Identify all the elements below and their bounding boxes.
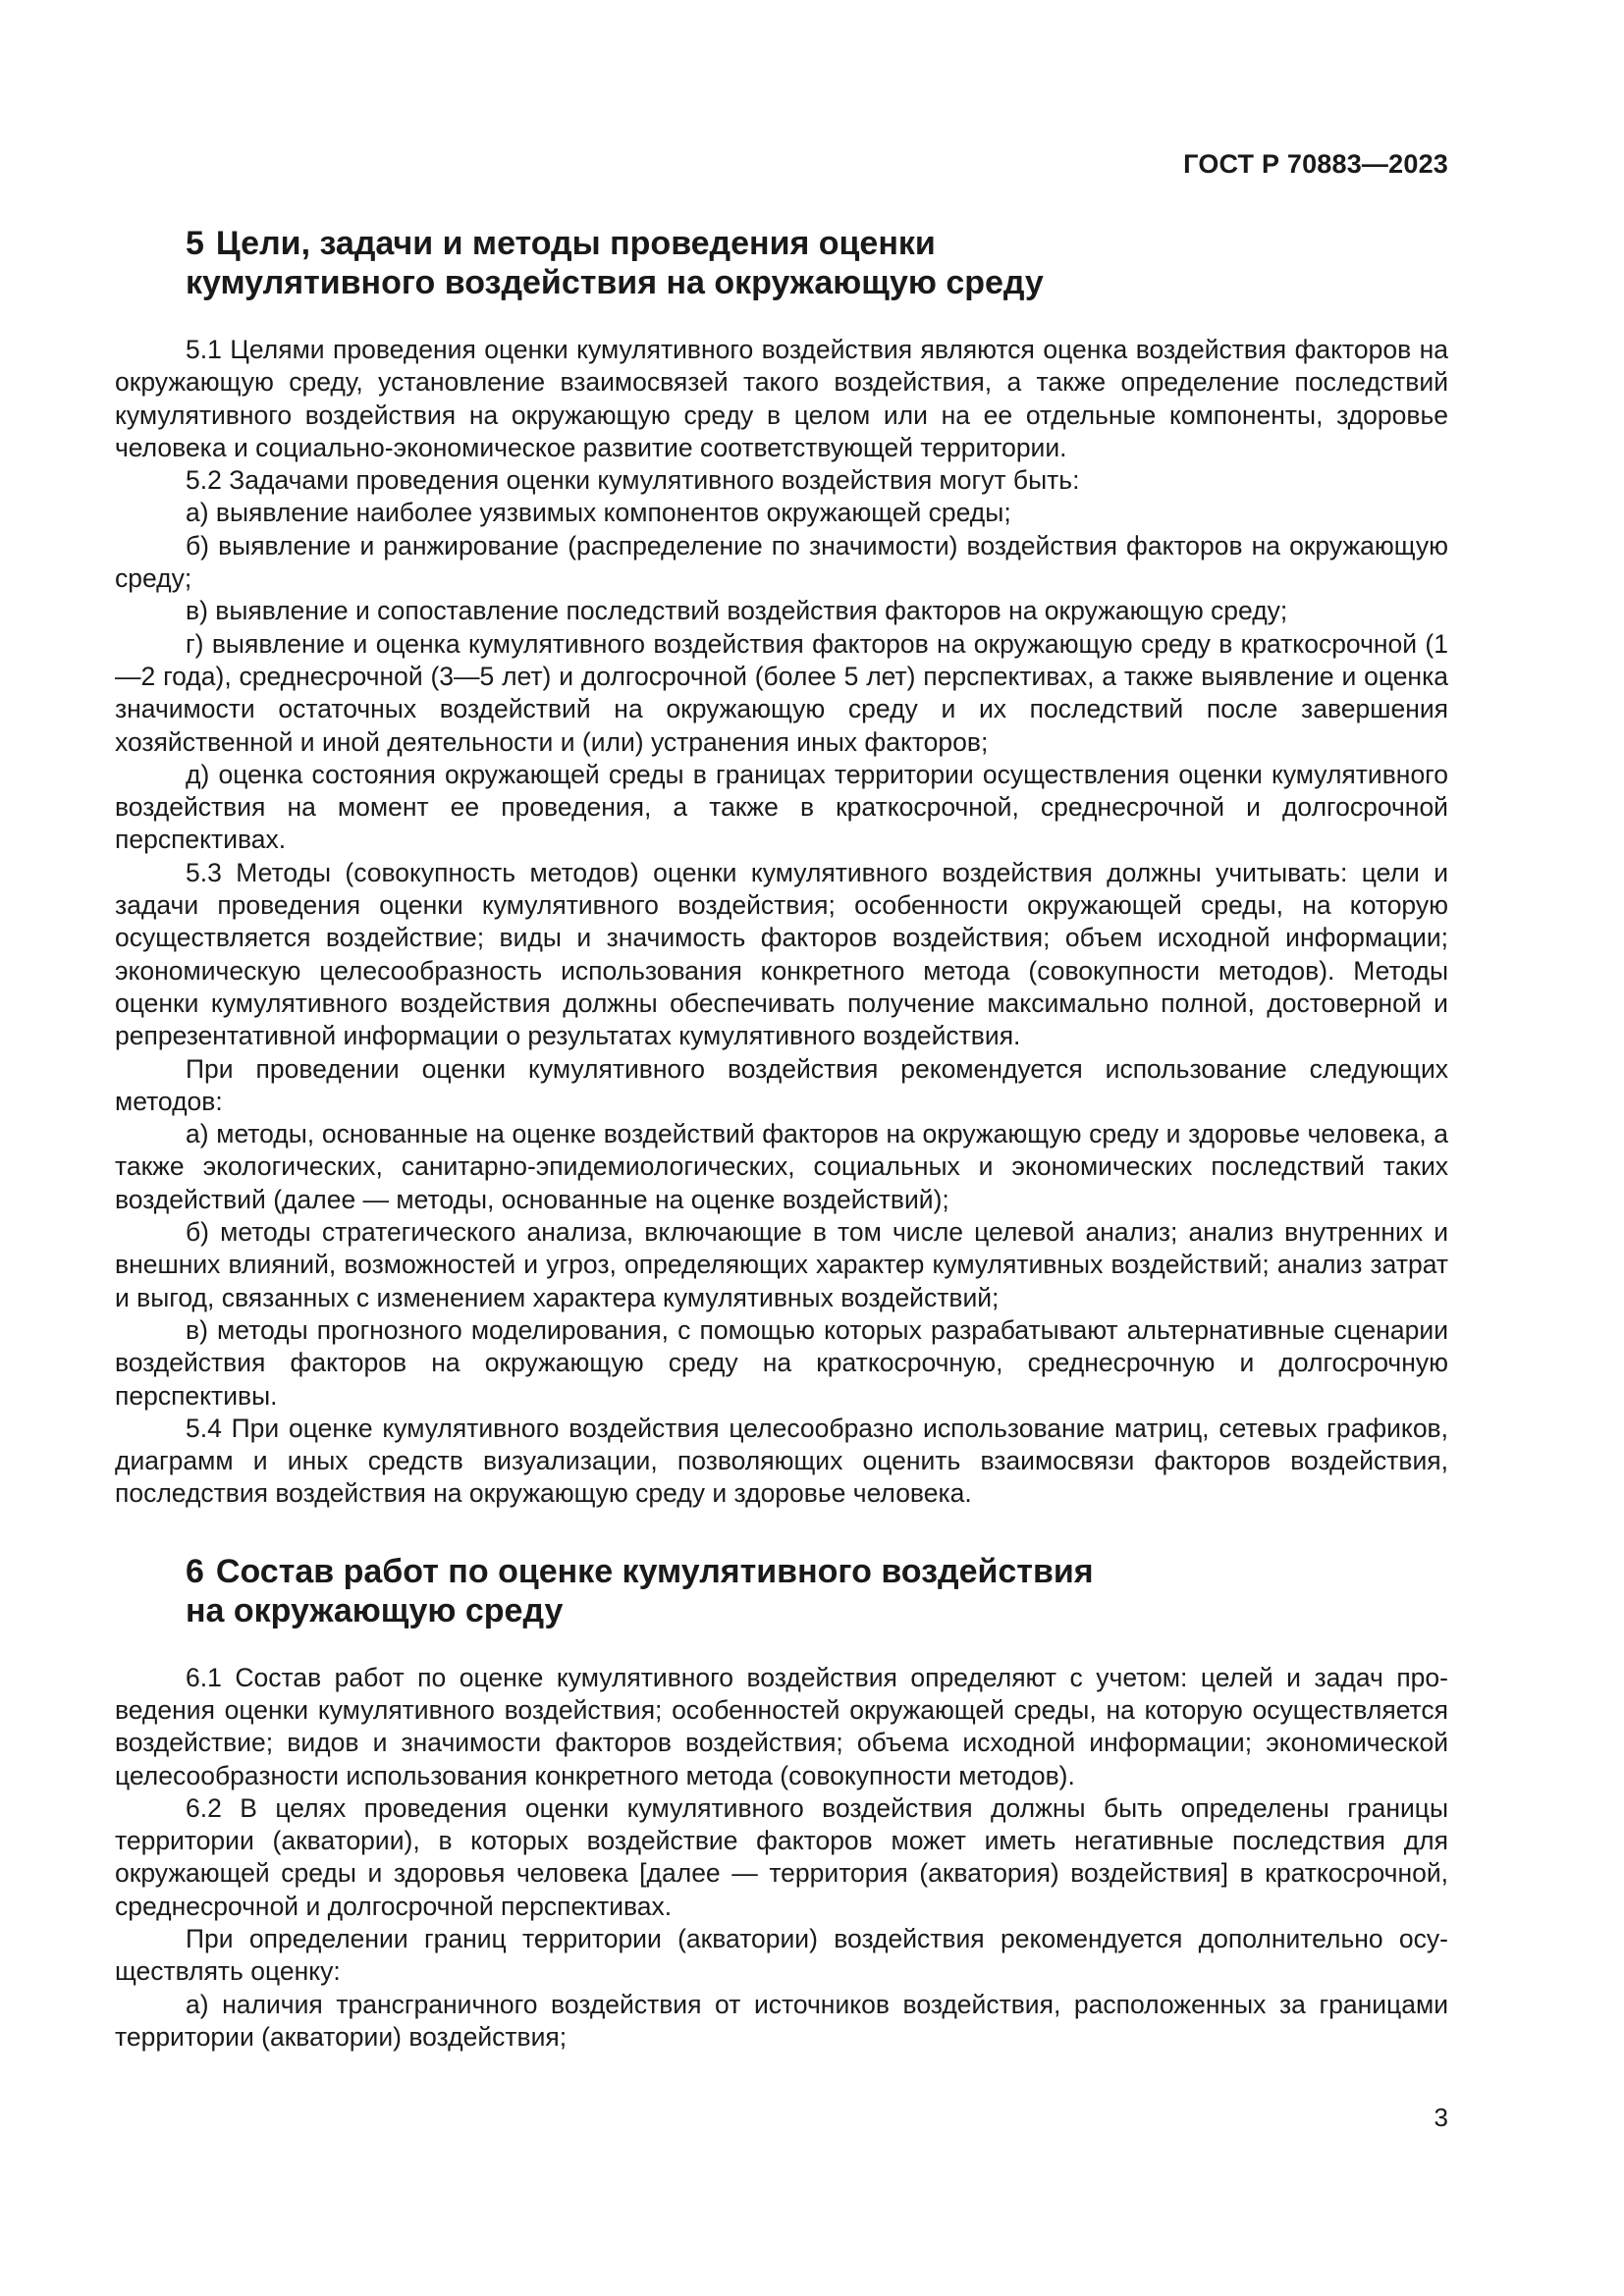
section-5-number: 5 xyxy=(186,225,204,262)
list-item: б) выявление и ранжирование (распределение по значимости) воздействия факторов на окружающую среду; xyxy=(115,530,1448,594)
list-item: а) наличия трансграничного воздействия от источников воздействия, расположенных за границами территории (акватории) воздействия; xyxy=(115,1989,1448,2052)
section-5-title-line1: Цели, задачи и методы проведения оценки xyxy=(215,225,936,262)
list-item: в) выявление и сопоставление последствий воздействия факторов на окружающую среду; xyxy=(186,596,1288,626)
section-5-title-line2: кумулятивного воздействия на окружающую среду xyxy=(186,264,1044,301)
section-6-number: 6 xyxy=(186,1552,204,1590)
list-item: а) выявление наиболее уязвимых компонентов окружающей среды; xyxy=(186,498,1011,528)
paragraph: При проведении оценки кумулятивного воздействия рекомендуется использование следующих методов: xyxy=(115,1053,1448,1116)
section-5-heading xyxy=(115,224,1448,302)
paragraph: 5.4 При оценке кумулятивного воздействия целесообразно использование матриц, сетевых графиков, диаграмм и иных средств визуализации, позволяющих оценить взаимосвязи факторов воздействия, последствия воздействия на окружающую среду и здоровье человека. xyxy=(115,1413,1448,1509)
page-number: 3 xyxy=(1434,2103,1448,2132)
document-code: ГОСТ Р 70883—2023 xyxy=(1183,149,1448,179)
section-5 xyxy=(115,224,1448,1511)
page-content xyxy=(115,224,1448,2054)
paragraph: 5.2 Задачами проведения оценки кумулятивного воздействия могут быть: xyxy=(186,465,1080,496)
list-item: г) выявление и оценка кумулятивного воздействия факторов на окружающую среду в краткосрочной (1—2 года), среднесрочной (3—5 лет) и долгосрочной (более 5 лет) перспективах, а также выявление и оценка значимости остаточных воздействий на окружающую среду и их последствий после завершения хозяйственной и иной деятельности и (или) устранения иных факторов; xyxy=(115,628,1448,757)
section-6-title-line2: на окружающую среду xyxy=(186,1591,564,1629)
list-item: б) методы стратегического анализа, включающие в том числе целевой анализ; анализ внутренних и внешних влияний, возможностей и угроз, определяющих характер кумулятивных воздействий; анализ затрат и выгод, связанных с изменением характера кумулятивных воздействий; xyxy=(115,1217,1448,1312)
list-item: в) методы прогнозного моделирования, с помощью которых разрабатывают альтернативные сценарии воздействия факторов на окружающую среду на краткосрочную, среднесрочную и долгосрочную перспективы. xyxy=(115,1314,1448,1411)
section-5-body xyxy=(115,334,1448,1511)
paragraph: 6.2 В целях проведения оценки кумулятивного воздействия должны быть определены границы территории (акватории), в которых воздействие факторов может иметь негативные последствия для окружающей среды и здоровья человека [далее — территория (акватория) воздействия] в краткосрочной, среднесрочной и долгосрочной перспективах. xyxy=(115,1792,1448,1921)
paragraph: При определении границ территории (акватории) воздействия рекомендуется дополнительно осуществлять оценку: xyxy=(115,1924,1448,1987)
section-6-title-line1: Состав работ по оценке кумулятивного воздействия xyxy=(215,1552,1094,1590)
list-item: д) оценка состояния окружающей среды в границах территории осуществления оценки кумулятивного воздействия на момент ее проведения, а также в краткосрочной, среднесрочной и долгосрочной перспективах. xyxy=(115,759,1448,855)
paragraph: 5.3 Методы (совокупность методов) оценки кумулятивного воздействия должны учитывать: цели и задачи проведения оценки кумулятивного воздействия; особенности окружающей среды, на которую осуществляется воздействие; виды и значимость факторов воздействия; объем исходной информации; экономическую целесообразность использования конкретного метода (совокупности методов). Методы оценки кумулятивного воздействия должны обеспечивать получение максимально полной, достоверной и репрезентативной информации о результатах кумулятивного воздействия. xyxy=(115,857,1448,1051)
section-6-heading xyxy=(115,1552,1448,1630)
list-item: а) методы, основанные на оценке воздействий факторов на окружающую среду и здоровье человека, а также экологических, санитарно-эпидемиологических, социальных и экономических последствий таких воздействий (далее — методы, основанные на оценке воздействий); xyxy=(115,1119,1448,1214)
paragraph: 6.1 Состав работ по оценке кумулятивного воздействия определяют с учетом: целей и задач проведения оценки кумулятивного воздействия; особенностей окружающей среды, на которую осуществляется воздействие; видов и значимости факторов воздействия; объема исходной информации; экономической целесообразности использования конкретного метода (совокупности методов). xyxy=(115,1662,1448,1790)
section-6 xyxy=(115,1552,1448,2055)
section-6-body xyxy=(115,1662,1448,2055)
paragraph: 5.1 Целями проведения оценки кумулятивного воздействия являются оценка воздействия факторов на окружающую среду, установление взаимосвязей такого воздействия, а также определение последствий кумулятивного воздействия на окружающую среду в целом или на ее отдельные компоненты, здоровье человека и социально-экономическое развитие соответствующей территории. xyxy=(115,335,1448,462)
